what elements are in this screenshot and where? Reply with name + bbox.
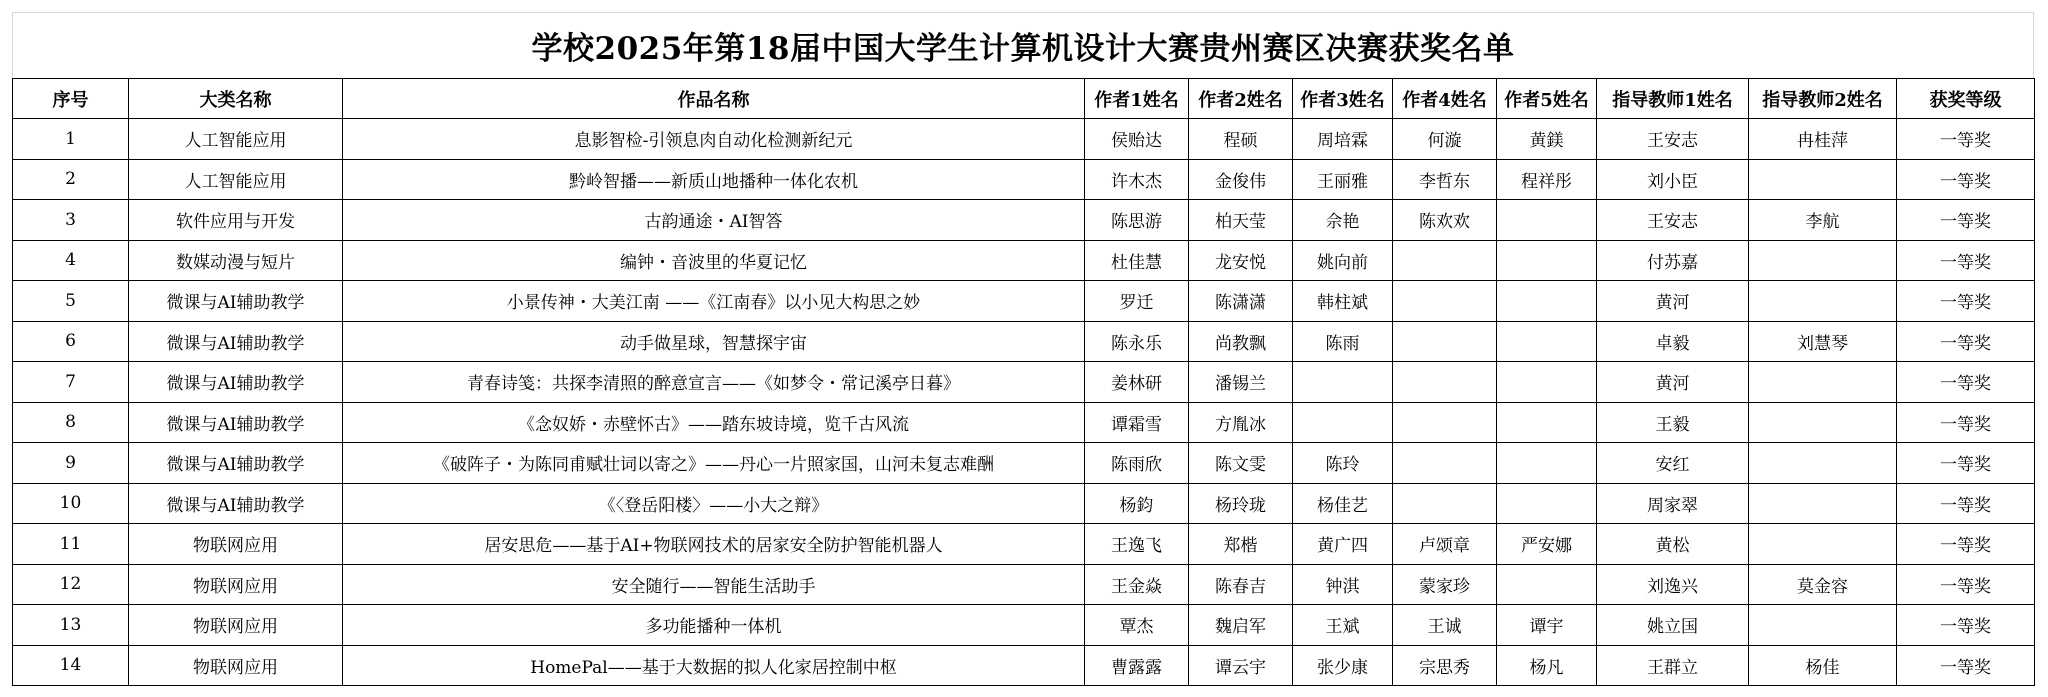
- cell-category: 微课与AI辅助教学: [129, 402, 343, 443]
- cell-index: 14: [13, 645, 129, 686]
- cell-author-1: 侯贻达: [1085, 119, 1189, 160]
- cell-work-name: 《〈登岳阳楼〉——小大之辩》: [343, 483, 1085, 524]
- cell-author-5: [1497, 200, 1597, 241]
- cell-author-3: 王斌: [1293, 605, 1393, 646]
- cell-author-2: 陈潇潇: [1189, 281, 1293, 322]
- cell-author-5: [1497, 402, 1597, 443]
- cell-author-5: [1497, 321, 1597, 362]
- cell-category: 微课与AI辅助教学: [129, 281, 343, 322]
- table-row: [13, 564, 2035, 605]
- cell-author-1: 王金焱: [1085, 564, 1189, 605]
- cell-author-2: 柏天莹: [1189, 200, 1293, 241]
- cell-index: 11: [13, 524, 129, 565]
- cell-advisor-1: 刘逸兴: [1597, 564, 1749, 605]
- header-author-2: 作者2姓名: [1189, 79, 1293, 119]
- header-category: 大类名称: [129, 79, 343, 119]
- cell-advisor-2: 冉桂萍: [1749, 119, 1897, 160]
- cell-author-4: [1393, 362, 1497, 403]
- cell-advisor-1: 王毅: [1597, 402, 1749, 443]
- cell-author-1: 王逸飞: [1085, 524, 1189, 565]
- cell-category: 人工智能应用: [129, 119, 343, 160]
- cell-author-2: 金俊伟: [1189, 159, 1293, 200]
- cell-author-5: 黄鎂: [1497, 119, 1597, 160]
- cell-author-2: 魏启军: [1189, 605, 1293, 646]
- table-row: [13, 443, 2035, 484]
- cell-index: 8: [13, 402, 129, 443]
- cell-author-4: 何漩: [1393, 119, 1497, 160]
- cell-advisor-1: 王安志: [1597, 119, 1749, 160]
- cell-advisor-2: [1749, 483, 1897, 524]
- cell-author-3: 佘艳: [1293, 200, 1393, 241]
- header-advisor-1: 指导教师1姓名: [1597, 79, 1749, 119]
- cell-author-2: 陈春吉: [1189, 564, 1293, 605]
- award-table-body: [13, 119, 2035, 686]
- cell-index: 4: [13, 240, 129, 281]
- table-row: [13, 645, 2035, 686]
- cell-category: 物联网应用: [129, 524, 343, 565]
- cell-award-level: 一等奖: [1897, 564, 2035, 605]
- cell-author-4: [1393, 240, 1497, 281]
- cell-author-3: 周培霖: [1293, 119, 1393, 160]
- cell-advisor-1: 姚立国: [1597, 605, 1749, 646]
- cell-advisor-2: 莫金容: [1749, 564, 1897, 605]
- cell-advisor-2: [1749, 524, 1897, 565]
- cell-author-1: 谭霜雪: [1085, 402, 1189, 443]
- cell-work-name: 青春诗笺：共探李清照的醉意宣言——《如梦令・常记溪亭日暮》: [343, 362, 1085, 403]
- cell-author-1: 罗迁: [1085, 281, 1189, 322]
- table-row: [13, 200, 2035, 241]
- cell-author-2: 杨玲珑: [1189, 483, 1293, 524]
- cell-award-level: 一等奖: [1897, 321, 2035, 362]
- cell-award-level: 一等奖: [1897, 200, 2035, 241]
- cell-advisor-1: 黄松: [1597, 524, 1749, 565]
- cell-advisor-1: 付苏嘉: [1597, 240, 1749, 281]
- cell-author-4: 卢颂章: [1393, 524, 1497, 565]
- cell-work-name: 安全随行——智能生活助手: [343, 564, 1085, 605]
- cell-author-3: 张少康: [1293, 645, 1393, 686]
- header-author-4: 作者4姓名: [1393, 79, 1497, 119]
- table-row: [13, 605, 2035, 646]
- cell-work-name: 《破阵子・为陈同甫赋壮词以寄之》——丹心一片照家国，山河未复志难酬: [343, 443, 1085, 484]
- cell-work-name: 息影智检-引领息肉自动化检测新纪元: [343, 119, 1085, 160]
- cell-advisor-2: [1749, 605, 1897, 646]
- cell-author-3: [1293, 362, 1393, 403]
- cell-category: 物联网应用: [129, 605, 343, 646]
- cell-author-2: 龙安悦: [1189, 240, 1293, 281]
- cell-author-4: [1393, 281, 1497, 322]
- cell-author-5: 谭宇: [1497, 605, 1597, 646]
- table-row: [13, 402, 2035, 443]
- cell-author-4: 宗思秀: [1393, 645, 1497, 686]
- cell-award-level: 一等奖: [1897, 605, 2035, 646]
- cell-author-4: 李哲东: [1393, 159, 1497, 200]
- cell-author-1: 姜林研: [1085, 362, 1189, 403]
- cell-author-1: 杜佳慧: [1085, 240, 1189, 281]
- award-sheet: [12, 12, 2034, 686]
- cell-index: 7: [13, 362, 129, 403]
- cell-category: 微课与AI辅助教学: [129, 362, 343, 403]
- cell-author-1: 陈思游: [1085, 200, 1189, 241]
- cell-author-3: 陈玲: [1293, 443, 1393, 484]
- table-row: [13, 321, 2035, 362]
- cell-advisor-2: 李航: [1749, 200, 1897, 241]
- cell-author-4: [1393, 443, 1497, 484]
- header-index: 序号: [13, 79, 129, 119]
- cell-advisor-1: 黄河: [1597, 362, 1749, 403]
- title-cell: [12, 12, 2034, 78]
- cell-index: 12: [13, 564, 129, 605]
- cell-advisor-2: [1749, 240, 1897, 281]
- cell-advisor-1: 安红: [1597, 443, 1749, 484]
- cell-category: 软件应用与开发: [129, 200, 343, 241]
- cell-award-level: 一等奖: [1897, 483, 2035, 524]
- cell-award-level: 一等奖: [1897, 281, 2035, 322]
- table-row: [13, 483, 2035, 524]
- cell-author-3: 杨佳艺: [1293, 483, 1393, 524]
- cell-category: 微课与AI辅助教学: [129, 321, 343, 362]
- cell-work-name: HomePal——基于大数据的拟人化家居控制中枢: [343, 645, 1085, 686]
- header-author-3: 作者3姓名: [1293, 79, 1393, 119]
- cell-author-5: 程祥彤: [1497, 159, 1597, 200]
- table-row: [13, 281, 2035, 322]
- table-row: [13, 362, 2035, 403]
- header-row: [13, 79, 2035, 119]
- cell-author-3: 韩柱斌: [1293, 281, 1393, 322]
- cell-work-name: 古韵通途・AI智答: [343, 200, 1085, 241]
- cell-category: 数媒动漫与短片: [129, 240, 343, 281]
- cell-author-3: 黄广四: [1293, 524, 1393, 565]
- header-award-level: 获奖等级: [1897, 79, 2035, 119]
- cell-award-level: 一等奖: [1897, 402, 2035, 443]
- cell-index: 2: [13, 159, 129, 200]
- cell-author-5: 严安娜: [1497, 524, 1597, 565]
- cell-work-name: 编钟・音波里的华夏记忆: [343, 240, 1085, 281]
- header-author-5: 作者5姓名: [1497, 79, 1597, 119]
- cell-author-4: 王诚: [1393, 605, 1497, 646]
- cell-author-2: 程硕: [1189, 119, 1293, 160]
- cell-advisor-2: 刘慧琴: [1749, 321, 1897, 362]
- cell-author-2: 方胤冰: [1189, 402, 1293, 443]
- cell-advisor-1: 卓毅: [1597, 321, 1749, 362]
- cell-advisor-1: 王群立: [1597, 645, 1749, 686]
- cell-advisor-1: 黄河: [1597, 281, 1749, 322]
- cell-work-name: 《念奴娇・赤壁怀古》——踏东坡诗境，览千古风流: [343, 402, 1085, 443]
- cell-author-4: [1393, 483, 1497, 524]
- cell-index: 10: [13, 483, 129, 524]
- header-work-name: 作品名称: [343, 79, 1085, 119]
- cell-author-2: 尚教飘: [1189, 321, 1293, 362]
- cell-author-2: 郑楷: [1189, 524, 1293, 565]
- table-row: [13, 119, 2035, 160]
- cell-author-3: 陈雨: [1293, 321, 1393, 362]
- cell-author-5: [1497, 483, 1597, 524]
- table-row: [13, 240, 2035, 281]
- cell-index: 3: [13, 200, 129, 241]
- cell-work-name: 居安思危——基于AI+物联网技术的居家安全防护智能机器人: [343, 524, 1085, 565]
- cell-work-name: 多功能播种一体机: [343, 605, 1085, 646]
- cell-author-3: [1293, 402, 1393, 443]
- cell-index: 9: [13, 443, 129, 484]
- table-row: [13, 159, 2035, 200]
- cell-advisor-2: 杨佳: [1749, 645, 1897, 686]
- cell-author-3: 姚向前: [1293, 240, 1393, 281]
- cell-author-2: 陈文雯: [1189, 443, 1293, 484]
- header-advisor-2: 指导教师2姓名: [1749, 79, 1897, 119]
- cell-advisor-2: [1749, 159, 1897, 200]
- cell-author-5: [1497, 564, 1597, 605]
- cell-author-5: [1497, 281, 1597, 322]
- cell-category: 微课与AI辅助教学: [129, 483, 343, 524]
- cell-author-1: 曹露露: [1085, 645, 1189, 686]
- award-table: [12, 78, 2035, 686]
- cell-advisor-2: [1749, 362, 1897, 403]
- cell-author-4: [1393, 402, 1497, 443]
- cell-award-level: 一等奖: [1897, 443, 2035, 484]
- cell-work-name: 动手做星球，智慧探宇宙: [343, 321, 1085, 362]
- cell-category: 人工智能应用: [129, 159, 343, 200]
- cell-author-1: 陈永乐: [1085, 321, 1189, 362]
- cell-author-5: 杨凡: [1497, 645, 1597, 686]
- cell-advisor-1: 刘小臣: [1597, 159, 1749, 200]
- cell-index: 6: [13, 321, 129, 362]
- cell-author-4: 蒙家珍: [1393, 564, 1497, 605]
- cell-author-4: 陈欢欢: [1393, 200, 1497, 241]
- cell-author-1: 杨鈞: [1085, 483, 1189, 524]
- cell-advisor-2: [1749, 402, 1897, 443]
- sheet-title: 学校2025年第18届中国大学生计算机设计大赛贵州赛区决赛获奖名单: [531, 31, 1515, 67]
- cell-award-level: 一等奖: [1897, 240, 2035, 281]
- table-row: [13, 524, 2035, 565]
- cell-award-level: 一等奖: [1897, 645, 2035, 686]
- cell-category: 物联网应用: [129, 564, 343, 605]
- header-author-1: 作者1姓名: [1085, 79, 1189, 119]
- cell-index: 1: [13, 119, 129, 160]
- cell-author-5: [1497, 240, 1597, 281]
- cell-award-level: 一等奖: [1897, 524, 2035, 565]
- cell-advisor-2: [1749, 443, 1897, 484]
- cell-award-level: 一等奖: [1897, 362, 2035, 403]
- cell-index: 13: [13, 605, 129, 646]
- cell-author-5: [1497, 443, 1597, 484]
- cell-work-name: 黔岭智播——新质山地播种一体化农机: [343, 159, 1085, 200]
- cell-author-3: 王丽雅: [1293, 159, 1393, 200]
- cell-category: 物联网应用: [129, 645, 343, 686]
- cell-award-level: 一等奖: [1897, 119, 2035, 160]
- cell-author-3: 钟淇: [1293, 564, 1393, 605]
- cell-author-1: 许木杰: [1085, 159, 1189, 200]
- cell-category: 微课与AI辅助教学: [129, 443, 343, 484]
- cell-index: 5: [13, 281, 129, 322]
- cell-author-2: 谭云宇: [1189, 645, 1293, 686]
- cell-author-2: 潘锡兰: [1189, 362, 1293, 403]
- cell-work-name: 小景传神・大美江南 ——《江南春》以小见大构思之妙: [343, 281, 1085, 322]
- cell-author-1: 覃杰: [1085, 605, 1189, 646]
- cell-author-4: [1393, 321, 1497, 362]
- cell-author-5: [1497, 362, 1597, 403]
- cell-award-level: 一等奖: [1897, 159, 2035, 200]
- cell-advisor-2: [1749, 281, 1897, 322]
- cell-author-1: 陈雨欣: [1085, 443, 1189, 484]
- cell-advisor-1: 王安志: [1597, 200, 1749, 241]
- cell-advisor-1: 周家翠: [1597, 483, 1749, 524]
